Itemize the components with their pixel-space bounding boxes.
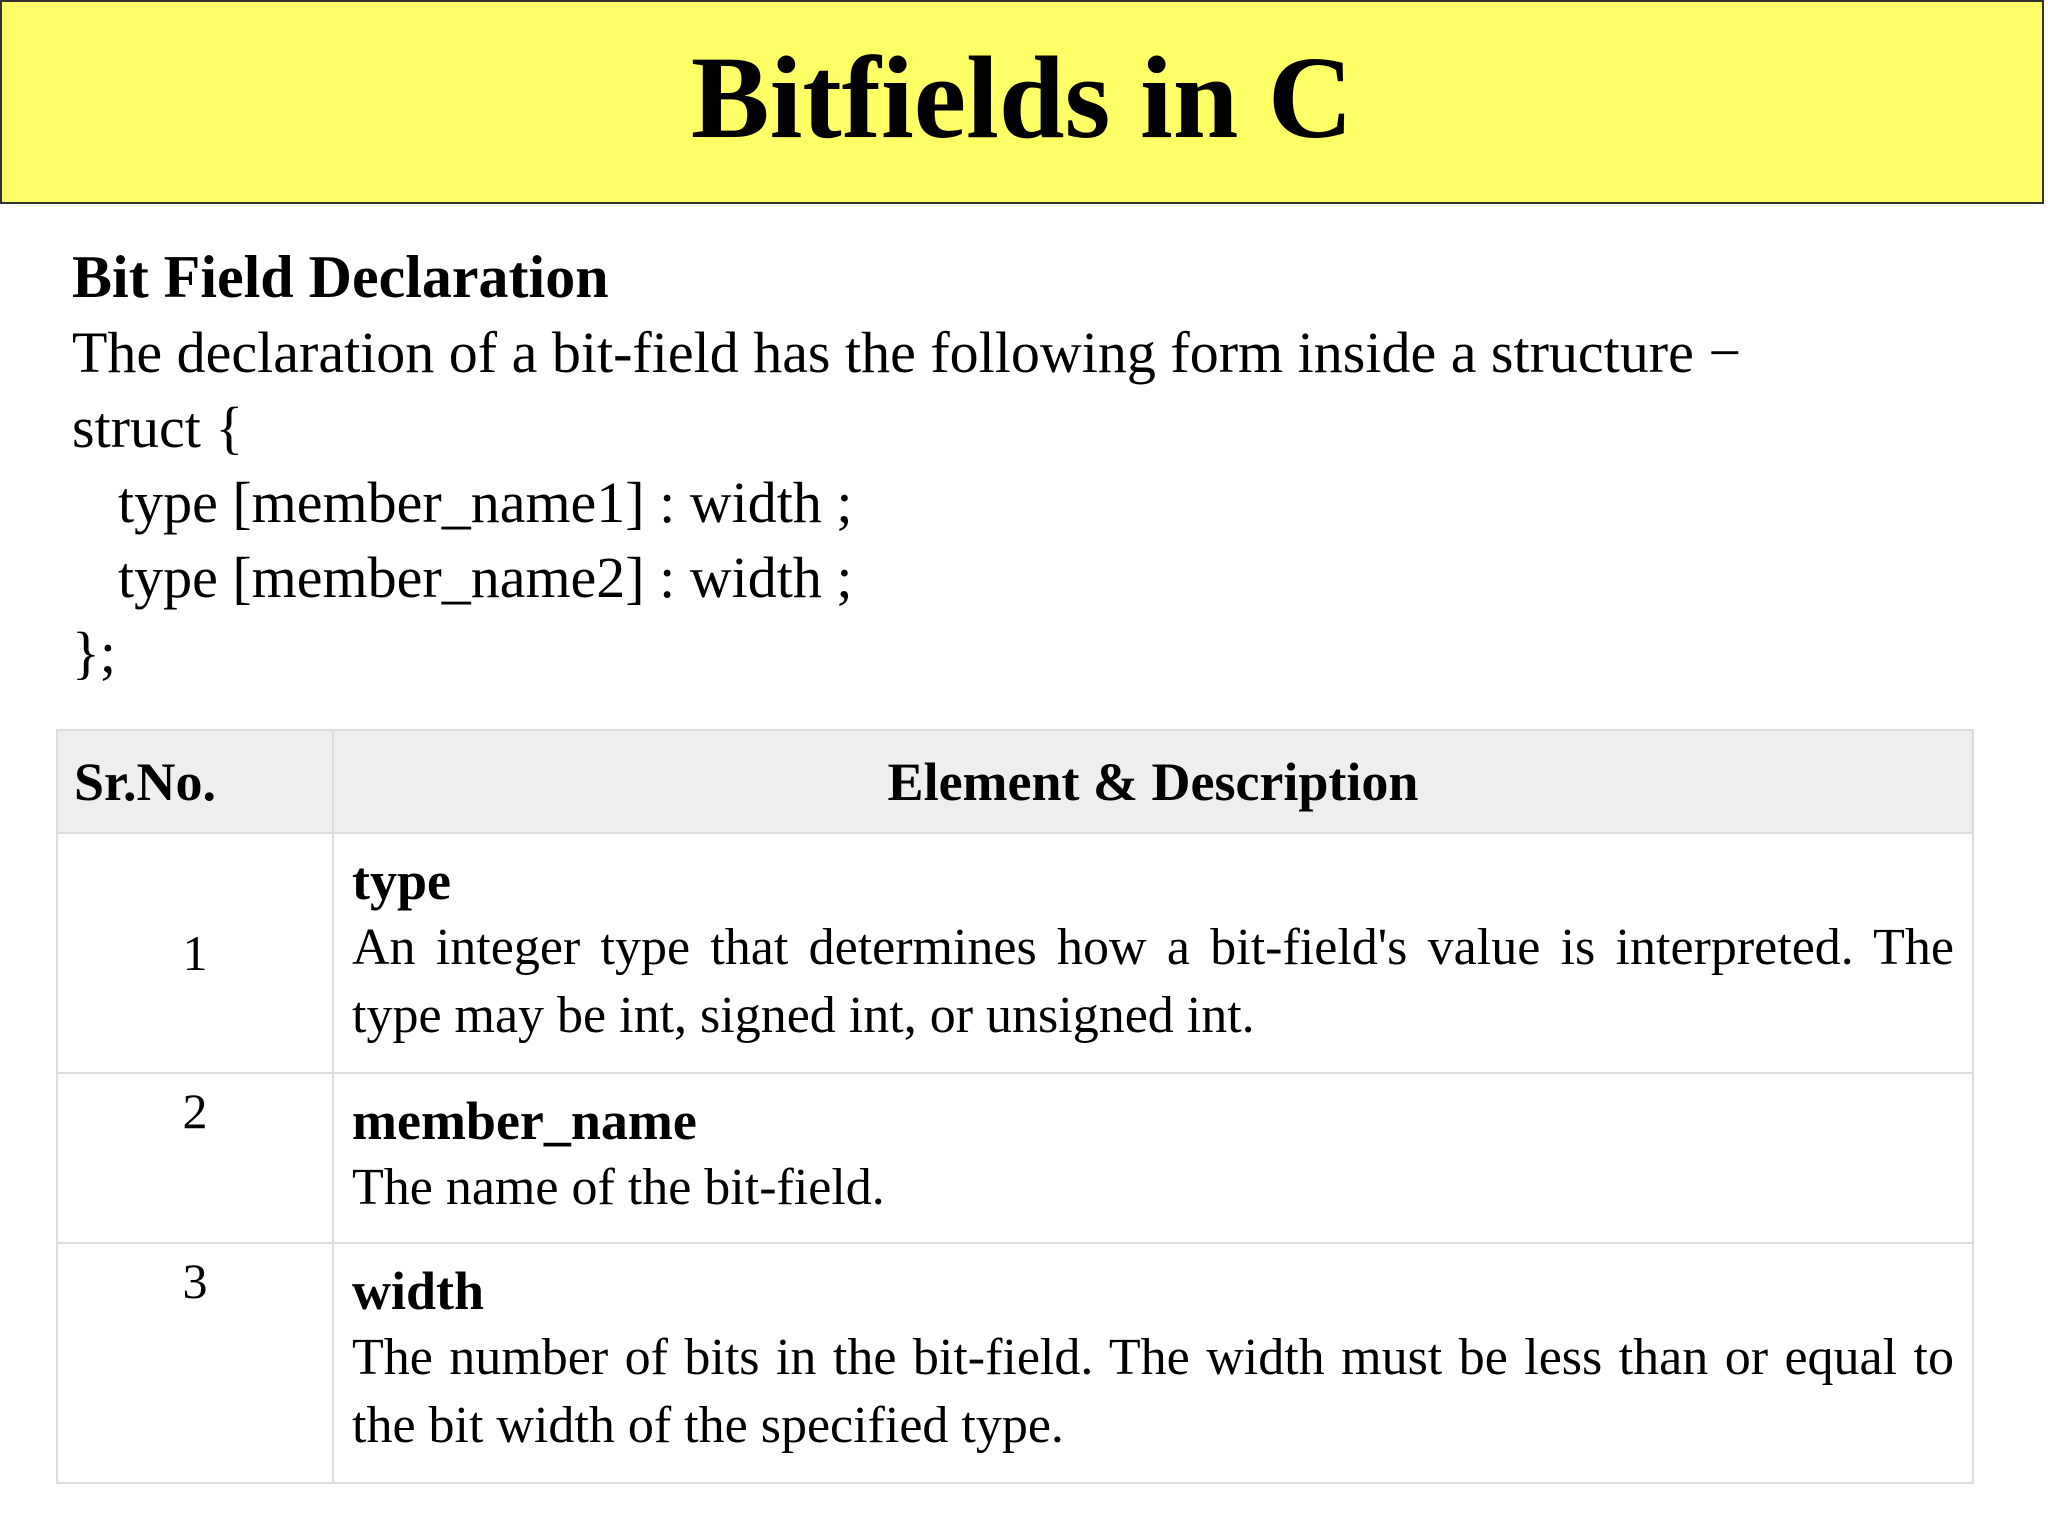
element-description: The name of the bit-field. [352, 1159, 885, 1216]
element-cell [333, 833, 1973, 1073]
row-number: 2 [57, 1073, 333, 1243]
element-description: The number of bits in the bit-field. The width must be less than or equal to the bit width of the specified type. [352, 1329, 1954, 1454]
column-header-srno: Sr.No. [57, 730, 333, 833]
title-banner [0, 0, 2044, 204]
table-header-row [57, 730, 1973, 833]
section-heading: Bit Field Declaration [72, 244, 609, 310]
declaration-section [72, 240, 1972, 690]
table-row [57, 1073, 1973, 1243]
code-line-member-2: type [member_name2] : width ; [118, 545, 853, 610]
row-number: 3 [57, 1243, 333, 1483]
code-line-member-1: type [member_name1] : width ; [118, 470, 853, 535]
column-header-element: Element & Description [333, 730, 1973, 833]
element-name: type [352, 851, 451, 911]
element-name: member_name [352, 1091, 697, 1151]
element-cell [333, 1243, 1973, 1483]
intro-text: The declaration of a bit-field has the following form inside a structure − [72, 320, 1742, 385]
table-row [57, 1243, 1973, 1483]
element-name: width [352, 1261, 485, 1321]
code-line-struct-open: struct { [72, 395, 244, 460]
page-title: Bitfields in C [690, 32, 1354, 163]
element-cell [333, 1073, 1973, 1243]
table-row [57, 833, 1973, 1073]
element-description: An integer type that determines how a bit-field's value is interpreted. The type may be int, signed int, or unsigned int. [352, 919, 1954, 1044]
description-table-wrapper [56, 729, 1972, 1484]
code-line-struct-close: }; [72, 620, 116, 685]
row-number: 1 [57, 833, 333, 1073]
description-table [56, 729, 1974, 1484]
